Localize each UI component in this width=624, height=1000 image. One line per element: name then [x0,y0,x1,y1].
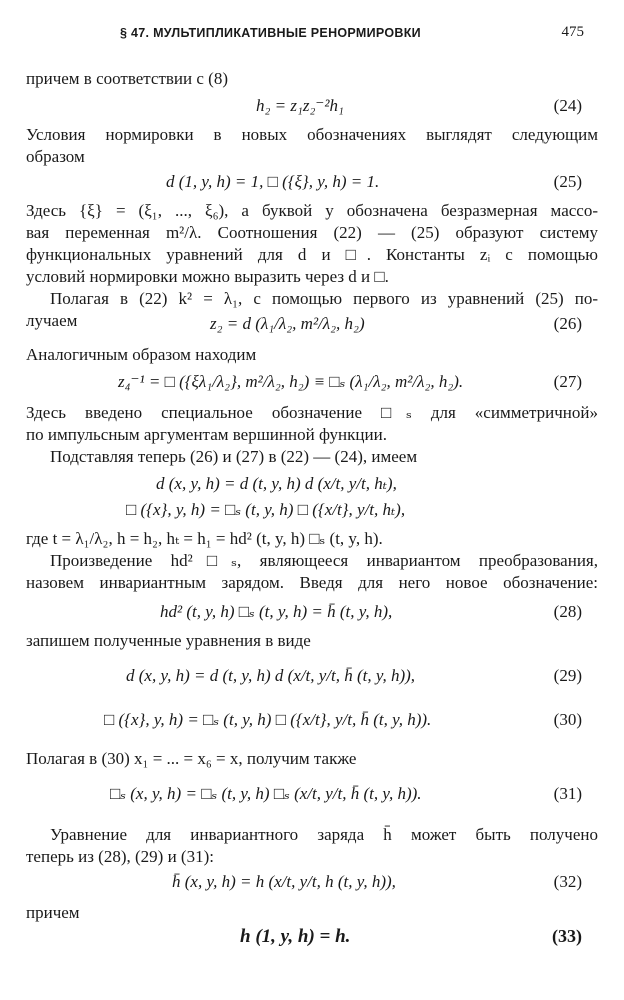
header-title: § 47. МУЛЬТИПЛИКАТИВНЫЕ РЕНОРМИРОВКИ [120,26,421,40]
equation-number: (27) [553,372,582,391]
equation-number: (31) [553,784,582,803]
text-line: запишем полученные уравнения в виде [26,631,311,650]
equation-number: (28) [553,602,582,621]
text-line: теперь из (28), (29) и (31): [26,847,214,866]
text-line: Полагая в (30) x₁ = ... = x₆ = x, получим также [26,749,357,768]
equation-unnumbered-2 [0,500,624,530]
equation-number: (26) [553,314,582,333]
equation-33 [0,926,624,956]
text-line: причем в соответствии с (8) [26,69,228,88]
equation-formula: □ₛ (x, y, h) = □ₛ (t, y, h) □ₛ (x/t, y/t, h̄ (t, y, h)). [110,784,422,803]
equation-25 [0,172,624,202]
text-line: назовем инвариантным зарядом. Введя для него новое обозначение: [26,573,598,592]
equation-formula: hd² (t, y, h) □ₛ (t, y, h) = h̄ (t, y, h), [160,602,393,621]
equation-formula: d (1, y, h) = 1, □ ({ξ}, y, h) = 1. [166,172,380,191]
text-line: Условия нормировки в новых обозначениях выглядят следующим [26,125,598,144]
text-line: Аналогичным образом находим [26,345,257,364]
text-line: функциональных уравнений для d и □. Константы zᵢ с помощью [26,245,598,264]
equation-formula: □ ({x}, y, h) = □ₛ (t, y, h) □ ({x/t}, y/t, hₜ), [126,500,406,519]
equation-26 [0,314,624,344]
equation-formula: z₄⁻¹ = □ ({ξλ₁/λ₂}, m²/λ₂, h₂) ≡ □ₛ (λ₁/λ₂, m²/λ₂, h₂). [118,372,464,391]
equation-31 [0,784,624,814]
equation-number: (33) [552,926,582,946]
equation-number: (25) [553,172,582,191]
equation-formula: h̄ (x, y, h) = h (x/t, y/t, h (t, y, h)), [172,872,396,891]
text-line: Здесь введено специальное обозначение □ₛ для «симметричной» [26,403,598,422]
equation-24 [0,96,624,126]
equation-number: (29) [553,666,582,685]
page-number: 475 [561,24,584,40]
equation-number: (24) [553,96,582,115]
equation-number: (30) [553,710,582,729]
equation-formula: d (x, y, h) = d (t, y, h) d (x/t, y/t, hₜ), [156,474,397,493]
text-line: образом [26,147,85,166]
text-line: причем [26,903,80,922]
equation-28 [0,602,624,632]
equation-formula: d (x, y, h) = d (t, y, h) d (x/t, y/t, h̄ (t, y, h)), [126,666,416,685]
equation-27 [0,372,624,402]
text-line: Уравнение для инвариантного заряда h̄ может быть получено [50,825,598,844]
text-line: вая переменная m²/λ. Соотношения (22) — (25) образуют систему [26,223,598,242]
equation-formula: z₂ = d (λ₁/λ₂, m²/λ₂, h₂) [210,314,365,333]
text-line: лучаем [26,311,78,330]
running-header [0,26,624,46]
text-line: где t = λ₁/λ₂, h = h₂, hₜ = h₁ = hd² (t, y, h) □ₛ (t, y, h). [26,529,383,548]
text-line: по импульсным аргументам вершинной функции. [26,425,387,444]
equation-formula: h₂ = z₁z₂⁻²h₁ [256,96,344,115]
equation-29 [0,666,624,696]
text-line: Подставляя теперь (26) и (27) в (22) — (24), имеем [50,447,418,466]
text-line: условий нормировки можно выразить через d и □. [26,267,389,286]
equation-32 [0,872,624,902]
text-line: Здесь {ξ} = (ξ₁, ..., ξ₆), а буквой y обозначена безразмерная массо- [26,201,598,220]
equation-number: (32) [553,872,582,891]
text-line: Полагая в (22) k² = λ₁, с помощью первого из уравнений (25) по- [50,289,598,308]
equation-formula: h (1, y, h) = h. [240,926,351,947]
equation-formula: □ ({x}, y, h) = □ₛ (t, y, h) □ ({x/t}, y/t, h̄ (t, y, h)). [104,710,432,729]
equation-30 [0,710,624,740]
text-line: Произведение hd²□ₛ, являющееся инвариантом преобразования, [50,551,598,570]
